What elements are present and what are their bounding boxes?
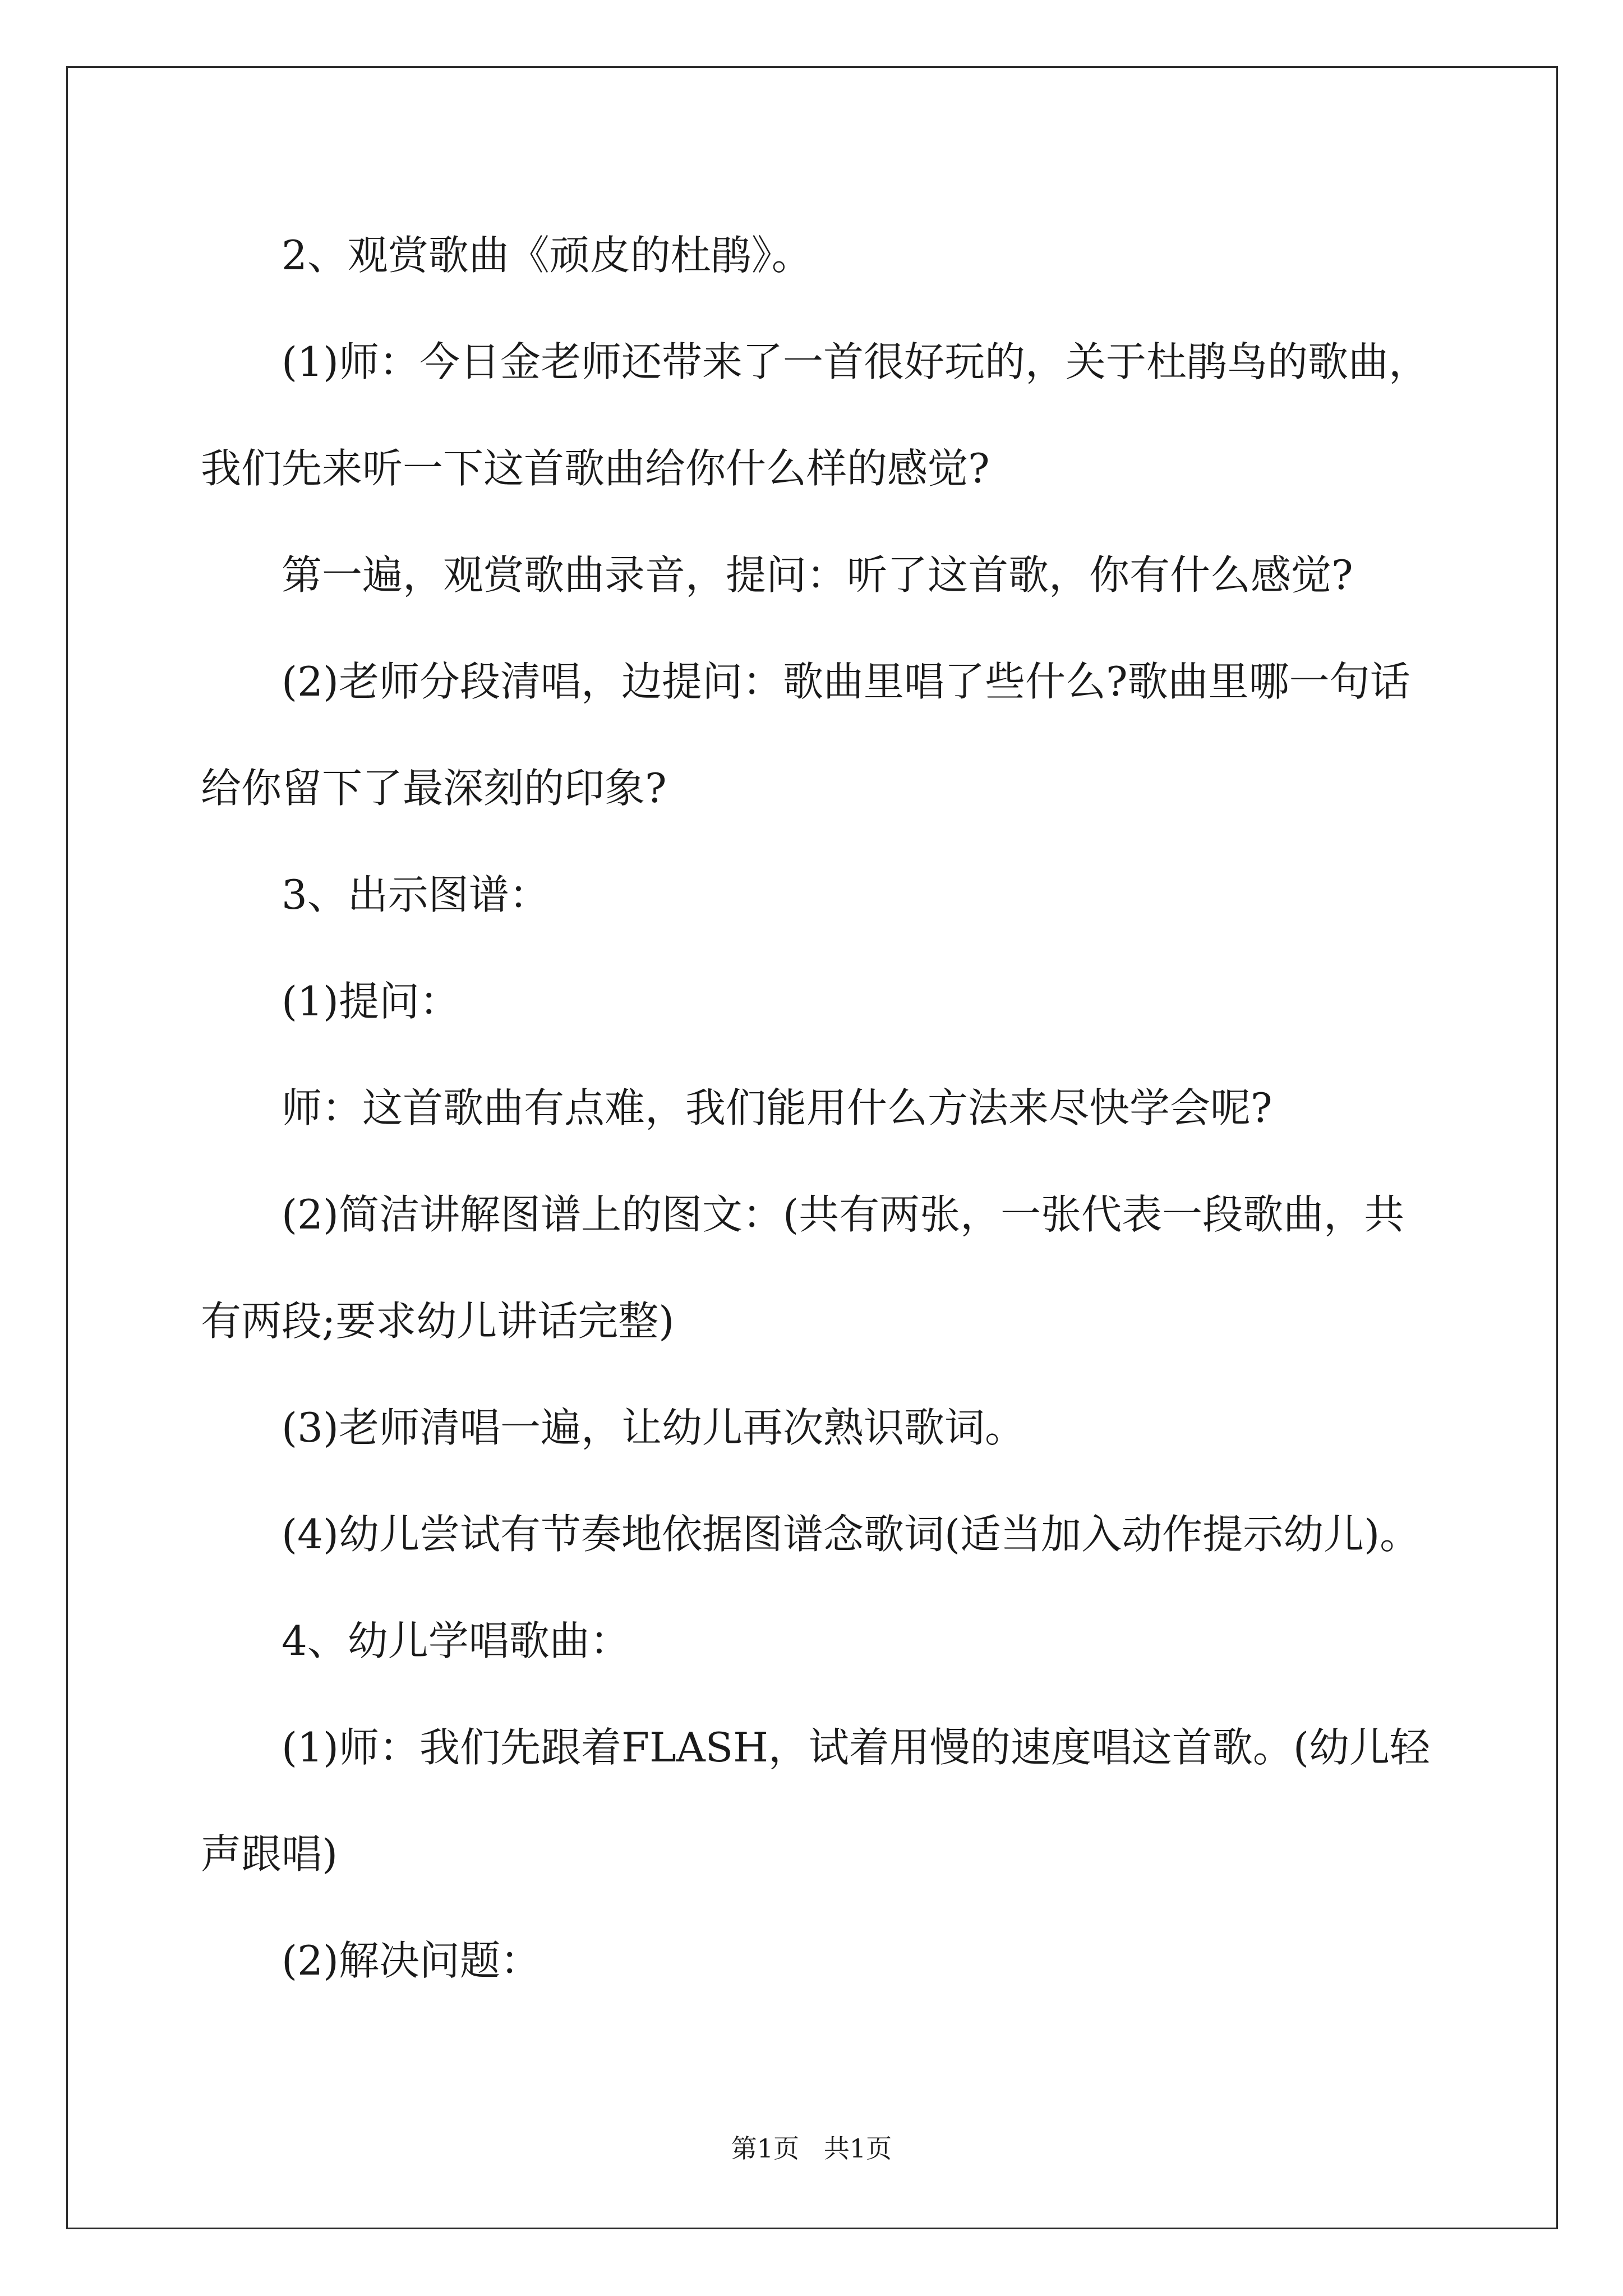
paragraph: 给你留下了最深刻的印象?: [201, 765, 667, 812]
paragraph: 我们先来听一下这首歌曲给你什么样的感觉?: [201, 445, 990, 492]
paragraph: 2、观赏歌曲《顽皮的杜鹃》。: [282, 232, 812, 279]
paragraph: (2)简洁讲解图谱上的图文：(共有两张，一张代表一段歌曲，共: [282, 1191, 1405, 1238]
paragraph: (1)师：今日金老师还带来了一首很好玩的，关于杜鹃鸟的歌曲，: [282, 338, 1429, 385]
paragraph: (2)老师分段清唱，边提问：歌曲里唱了些什么?歌曲里哪一句话: [282, 658, 1410, 705]
document-body: [201, 202, 1435, 2014]
paragraph: 第一遍，观赏歌曲录音，提问：听了这首歌，你有什么感觉?: [282, 551, 1353, 599]
paragraph: 4、幼儿学唱歌曲：: [282, 1617, 630, 1664]
paragraph: (1)师：我们先跟着FLASH，试着用慢的速度唱这首歌。(幼儿轻: [282, 1724, 1430, 1771]
paragraph: (3)老师清唱一遍，让幼儿再次熟识歌词。: [282, 1404, 1025, 1451]
paragraph: (2)解决问题：: [282, 1937, 541, 1984]
paragraph: (4)幼儿尝试有节奏地依据图谱念歌词(适当加入动作提示幼儿)。: [282, 1511, 1421, 1558]
paragraph: 声跟唱): [201, 1830, 338, 1878]
paragraph: (1)提问：: [282, 978, 460, 1025]
page-footer: 第1页 共1页: [731, 2133, 892, 2164]
paragraph: 有两段;要求幼儿讲话完整): [201, 1297, 675, 1345]
paragraph: 3、出示图谱：: [282, 871, 550, 918]
paragraph: 师：这首歌曲有点难，我们能用什么方法来尽快学会呢?: [282, 1084, 1272, 1131]
